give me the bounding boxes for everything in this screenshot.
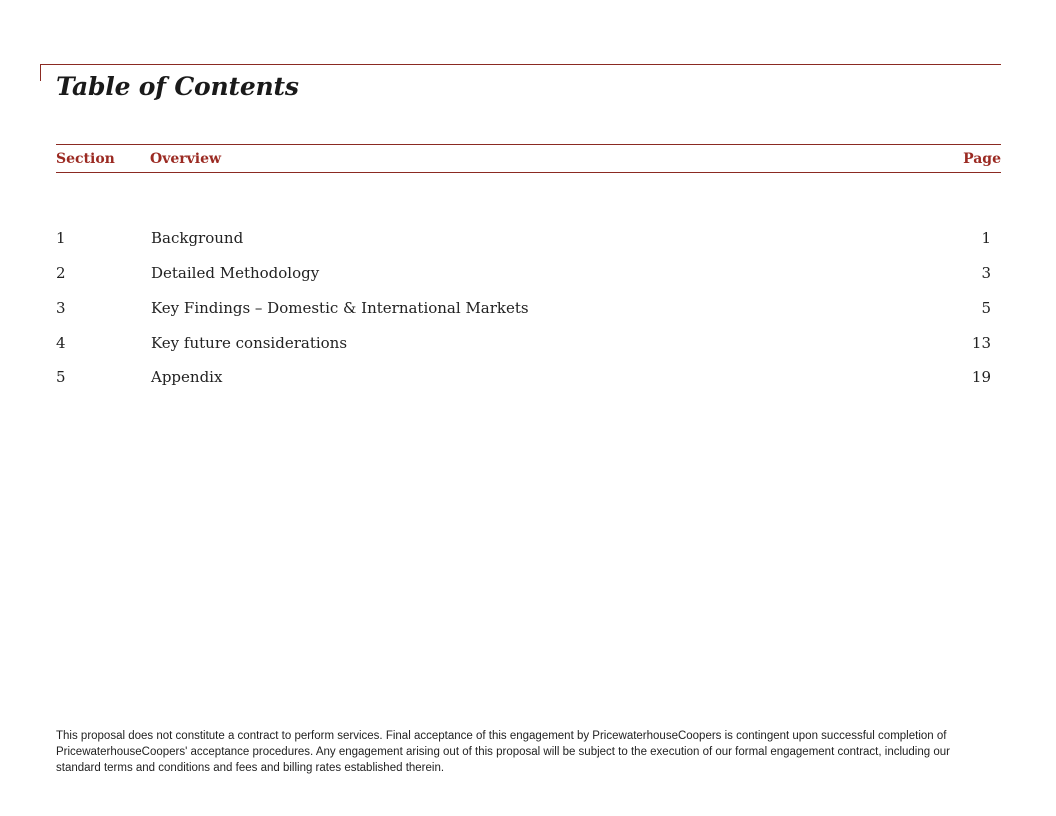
toc-row-background[interactable] xyxy=(56,229,991,253)
top-rule xyxy=(40,64,1001,65)
page-title: Table of Contents xyxy=(56,72,299,101)
top-corner-mark xyxy=(40,64,41,81)
header-overview: Overview xyxy=(150,151,222,167)
toc-page-number: 1 xyxy=(981,229,991,247)
toc-row-appendix[interactable] xyxy=(56,368,991,392)
toc-section-number: 1 xyxy=(56,229,66,247)
toc-section-number: 5 xyxy=(56,368,66,386)
toc-overview-label[interactable]: Appendix xyxy=(151,368,223,386)
toc-row-detailed-methodology[interactable] xyxy=(56,264,991,288)
toc-page-number: 19 xyxy=(971,368,991,386)
toc-page-number: 3 xyxy=(981,264,991,282)
toc-section-number: 4 xyxy=(56,334,66,352)
header-section: Section xyxy=(56,151,115,167)
toc-row-key-findings[interactable] xyxy=(56,299,991,323)
table-header xyxy=(56,144,1001,173)
toc-overview-label[interactable]: Background xyxy=(151,229,244,247)
disclaimer-text: This proposal does not constitute a contract to perform services. Final acceptance of this engagement by PricewaterhouseCoopers is contingent upon successful completion of PricewaterhouseCoopers' acceptance procedures. Any engagement arising out of this proposal will be subject to the execution of our formal engagement contract, including our standard terms and conditions and fees and billing rates established therein. xyxy=(56,730,950,774)
toc-overview-label[interactable]: Key future considerations xyxy=(151,334,348,352)
header-page: Page xyxy=(963,151,1001,167)
toc-page-number: 5 xyxy=(981,299,991,317)
toc-page-number: 13 xyxy=(971,334,991,352)
toc-section-number: 2 xyxy=(56,264,66,282)
toc-section-number: 3 xyxy=(56,299,66,317)
toc-overview-label[interactable]: Detailed Methodology xyxy=(151,264,320,282)
toc-overview-label[interactable]: Key Findings – Domestic & International Markets xyxy=(151,299,529,317)
toc-row-key-future-considerations[interactable] xyxy=(56,334,991,358)
